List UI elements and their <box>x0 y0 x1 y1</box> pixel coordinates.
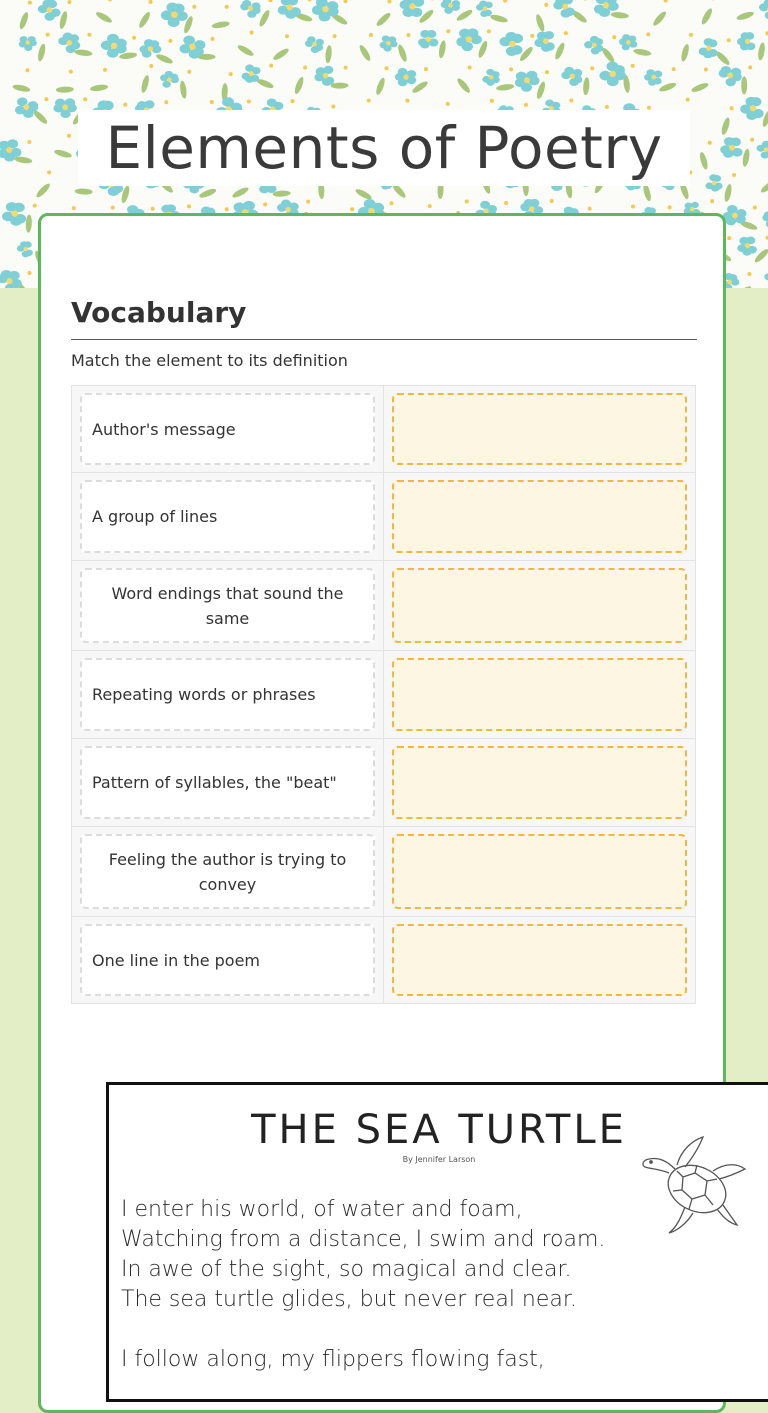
leaf-icon <box>690 81 709 93</box>
heading-divider <box>71 339 697 340</box>
flower-icon <box>756 141 768 159</box>
term-cell <box>72 561 384 650</box>
dot-icon <box>710 199 714 203</box>
flower-icon <box>2 202 26 226</box>
poem-text <box>121 1195 605 1375</box>
dot-icon <box>69 70 73 74</box>
flower-icon <box>476 0 493 17</box>
flower-icon <box>19 36 37 51</box>
drop-cell <box>384 651 695 738</box>
leaf-icon <box>397 44 409 63</box>
flower-icon <box>561 67 582 86</box>
flower-icon <box>395 68 416 86</box>
dot-icon <box>664 0 668 3</box>
dot-icon <box>490 99 494 103</box>
dot-icon <box>405 99 409 103</box>
flower-icon <box>553 0 575 18</box>
drop-zone[interactable] <box>392 568 687 643</box>
dot-icon <box>149 64 153 68</box>
dot-icon <box>503 0 507 3</box>
dot-icon <box>465 200 469 204</box>
term-card[interactable]: Repeating words or phrases <box>80 658 375 731</box>
leaf-icon <box>490 13 509 23</box>
dot-icon <box>103 68 107 72</box>
dot-icon <box>108 0 112 1</box>
dot-icon <box>569 98 573 102</box>
flower-icon <box>240 0 260 18</box>
dot-icon <box>424 67 428 71</box>
flower-icon <box>53 98 76 118</box>
dot-icon <box>67 134 71 138</box>
dot-icon <box>263 202 267 206</box>
drop-zone[interactable] <box>392 746 687 819</box>
match-row <box>72 560 695 650</box>
flower-icon <box>160 71 179 88</box>
dot-icon <box>487 29 491 33</box>
leaf-icon <box>534 13 546 32</box>
flower-icon <box>441 0 460 14</box>
worksheet-title: Elements of Poetry <box>105 114 662 182</box>
match-row <box>72 826 695 916</box>
dot-icon <box>247 99 251 103</box>
leaf-icon <box>56 86 74 93</box>
leaf-icon <box>74 49 93 57</box>
matching-table <box>71 385 696 1004</box>
leaf-icon <box>553 42 566 61</box>
sea-turtle-icon <box>637 1133 751 1237</box>
dot-icon <box>524 103 528 107</box>
drop-cell <box>384 561 695 650</box>
drop-zone[interactable] <box>392 393 687 465</box>
dot-icon <box>268 0 272 2</box>
dot-icon <box>269 64 273 68</box>
dot-icon <box>44 97 48 101</box>
drop-zone[interactable] <box>392 834 687 909</box>
drop-zone[interactable] <box>392 658 687 731</box>
dot-icon <box>151 207 155 211</box>
flower-icon <box>534 31 554 52</box>
dot-icon <box>132 36 136 40</box>
dot-icon <box>730 106 734 110</box>
dot-icon <box>28 1 32 5</box>
match-row <box>72 472 695 560</box>
stanza-break <box>121 1315 605 1345</box>
flower-icon <box>705 174 722 191</box>
dot-icon <box>168 39 172 43</box>
flower-icon <box>599 62 625 87</box>
dot-icon <box>689 33 693 37</box>
match-row <box>72 916 695 1003</box>
leaf-icon <box>700 7 714 26</box>
flower-icon <box>38 0 61 21</box>
drop-cell <box>384 917 695 1003</box>
dot-icon <box>550 199 554 203</box>
dot-icon <box>333 34 337 38</box>
match-row <box>72 738 695 826</box>
term-card[interactable]: Author's message <box>80 393 375 465</box>
section-heading: Vocabulary <box>71 296 246 329</box>
dot-icon <box>588 207 592 211</box>
dot-icon <box>446 102 450 106</box>
leaf-icon <box>723 184 733 203</box>
leaf-icon <box>140 75 150 94</box>
flower-icon <box>180 36 206 59</box>
dot-icon <box>225 5 229 9</box>
leaf-icon <box>680 43 690 62</box>
dot-icon <box>46 33 50 37</box>
dot-icon <box>384 66 388 70</box>
leaf-icon <box>75 188 93 195</box>
leaf-icon <box>155 52 174 65</box>
dot-icon <box>504 201 508 205</box>
leaf-icon <box>633 48 652 57</box>
dot-icon <box>149 0 153 4</box>
dot-icon <box>468 66 472 70</box>
flower-icon <box>737 237 757 256</box>
drop-cell <box>384 827 695 916</box>
dot-icon <box>111 206 115 210</box>
dot-icon <box>544 3 548 7</box>
dot-icon <box>67 0 71 4</box>
title-box <box>78 110 690 186</box>
dot-icon <box>389 201 393 205</box>
term-card[interactable]: A group of lines <box>80 480 375 553</box>
leaf-icon <box>456 77 472 95</box>
dot-icon <box>590 66 594 70</box>
leaf-icon <box>438 40 447 59</box>
leaf-icon <box>231 186 250 200</box>
leaf-icon <box>736 10 755 21</box>
dot-icon <box>123 103 127 107</box>
dot-icon <box>192 5 196 9</box>
instructions-text: Match the element to its definition <box>71 351 348 370</box>
flower-icon <box>17 241 33 257</box>
leaf-icon <box>179 80 187 99</box>
dot-icon <box>631 64 635 68</box>
flower-icon <box>515 71 540 92</box>
leaf-icon <box>272 47 290 62</box>
dot-icon <box>83 97 87 101</box>
dot-icon <box>210 100 214 104</box>
dot-icon <box>369 33 373 37</box>
leaf-icon <box>18 11 30 30</box>
dot-icon <box>250 31 254 35</box>
drop-cell <box>384 739 695 826</box>
dot-icon <box>306 200 310 204</box>
leaf-icon <box>375 11 392 28</box>
dot-icon <box>187 70 191 74</box>
leaf-icon <box>742 148 751 167</box>
dot-icon <box>344 66 348 70</box>
dot-icon <box>87 33 91 37</box>
match-row <box>72 386 695 472</box>
dot-icon <box>446 29 450 33</box>
poem-image <box>106 1082 768 1402</box>
flower-icon <box>764 268 768 286</box>
leaf-icon <box>325 45 333 64</box>
term-cell <box>72 651 384 738</box>
leaf-icon <box>611 11 630 19</box>
dot-icon <box>646 32 650 36</box>
flower-icon <box>759 0 768 19</box>
flower-icon <box>456 28 482 51</box>
leaf-icon <box>25 214 32 232</box>
dot-icon <box>727 38 731 42</box>
drop-zone[interactable] <box>392 924 687 996</box>
flower-icon <box>161 3 188 28</box>
poem-author: By Jennifer Larson <box>109 1155 768 1164</box>
flower-icon <box>584 36 603 55</box>
dot-icon <box>303 65 307 69</box>
leaf-icon <box>12 83 31 93</box>
dot-icon <box>748 65 752 69</box>
dot-icon <box>672 67 676 71</box>
dot-icon <box>164 100 168 104</box>
dot-icon <box>225 207 229 211</box>
poem-line: I follow along, my flippers flowing fast, <box>121 1345 605 1375</box>
dot-icon <box>27 140 31 144</box>
dot-icon <box>750 138 754 142</box>
flower-icon <box>737 32 755 50</box>
leaf-icon <box>651 10 667 28</box>
dot-icon <box>72 206 76 210</box>
dot-icon <box>285 34 289 38</box>
dot-icon <box>704 67 708 71</box>
dot-icon <box>25 68 29 72</box>
term-card[interactable]: One line in the poem <box>80 924 375 996</box>
leaf-icon <box>54 148 73 159</box>
leaf-icon <box>198 187 217 199</box>
dot-icon <box>686 98 690 102</box>
dot-icon <box>631 204 635 208</box>
dot-icon <box>753 206 757 210</box>
dot-icon <box>708 141 712 145</box>
flower-icon <box>740 97 763 120</box>
leaf-icon <box>95 10 114 24</box>
term-cell <box>72 473 384 560</box>
flower-icon <box>719 66 742 86</box>
match-row <box>72 650 695 738</box>
dot-icon <box>388 0 392 3</box>
leaf-icon <box>331 82 349 88</box>
term-cell <box>72 917 384 1003</box>
dot-icon <box>291 99 295 103</box>
dot-icon <box>612 35 616 39</box>
drop-zone[interactable] <box>392 480 687 553</box>
dot-icon <box>331 104 335 108</box>
poem-line: Watching from a distance, I swim and roam. <box>121 1225 605 1255</box>
dot-icon <box>229 72 233 76</box>
dot-icon <box>428 204 432 208</box>
flower-icon <box>644 69 662 86</box>
dot-icon <box>530 34 534 38</box>
dot-icon <box>33 204 37 208</box>
leaf-icon <box>698 151 709 170</box>
dot-icon <box>564 31 568 35</box>
dot-icon <box>509 67 513 71</box>
flower-icon <box>380 35 398 51</box>
flower-icon <box>720 137 742 158</box>
leaf-icon <box>658 81 677 93</box>
leaf-icon <box>759 179 768 195</box>
flower-icon <box>699 38 718 58</box>
dot-icon <box>545 70 549 74</box>
leaf-icon <box>720 117 731 136</box>
drop-cell <box>384 473 695 560</box>
flower-icon <box>619 34 637 50</box>
term-card[interactable]: Feeling the author is trying to convey <box>80 834 375 909</box>
dot-icon <box>211 37 215 41</box>
term-card[interactable]: Pattern of syllables, the "beat" <box>80 746 375 819</box>
dot-icon <box>350 207 354 211</box>
flower-icon <box>762 211 768 228</box>
dot-icon <box>367 98 371 102</box>
leaf-icon <box>211 20 230 29</box>
leaf-icon <box>375 77 387 96</box>
leaf-icon <box>741 76 747 94</box>
flower-icon <box>500 32 524 56</box>
flower-icon <box>0 270 22 288</box>
leaf-icon <box>757 42 766 61</box>
term-cell <box>72 386 384 472</box>
dot-icon <box>732 173 736 177</box>
leaf-icon <box>37 43 47 62</box>
flower-icon <box>482 69 500 86</box>
dot-icon <box>583 0 587 1</box>
leaf-icon <box>358 44 372 63</box>
dot-icon <box>747 272 751 276</box>
term-cell <box>72 739 384 826</box>
dot-icon <box>308 0 312 1</box>
leaf-icon <box>582 77 590 95</box>
poem-line: I enter his world, of water and foam, <box>121 1195 605 1225</box>
dot-icon <box>605 105 609 109</box>
dot-icon <box>406 33 410 37</box>
leaf-icon <box>293 76 305 95</box>
flower-icon <box>418 30 438 48</box>
term-cell <box>72 827 384 916</box>
leaf-icon <box>496 83 515 91</box>
leaf-icon <box>236 43 255 57</box>
leaf-icon <box>137 11 151 30</box>
flower-icon <box>400 0 425 17</box>
poem-title: THE SEA TURTLE <box>109 1107 768 1153</box>
flower-icon <box>242 64 261 82</box>
flower-icon <box>305 36 324 53</box>
dot-icon <box>668 205 672 209</box>
dot-icon <box>727 236 731 240</box>
leaf-icon <box>35 182 52 199</box>
dot-icon <box>47 170 51 174</box>
term-card[interactable]: Word endings that sound the same <box>80 568 375 643</box>
dot-icon <box>27 271 31 275</box>
drop-cell <box>384 386 695 472</box>
flower-icon <box>314 66 334 86</box>
leaf-icon <box>14 156 33 165</box>
dot-icon <box>343 0 347 3</box>
leaf-icon <box>90 84 109 92</box>
flower-icon <box>723 205 747 225</box>
dot-icon <box>187 204 191 208</box>
poem-line: The sea turtle glides, but never real near. <box>121 1285 605 1315</box>
poem-line: In awe of the sight, so magical and clear. <box>121 1255 605 1285</box>
